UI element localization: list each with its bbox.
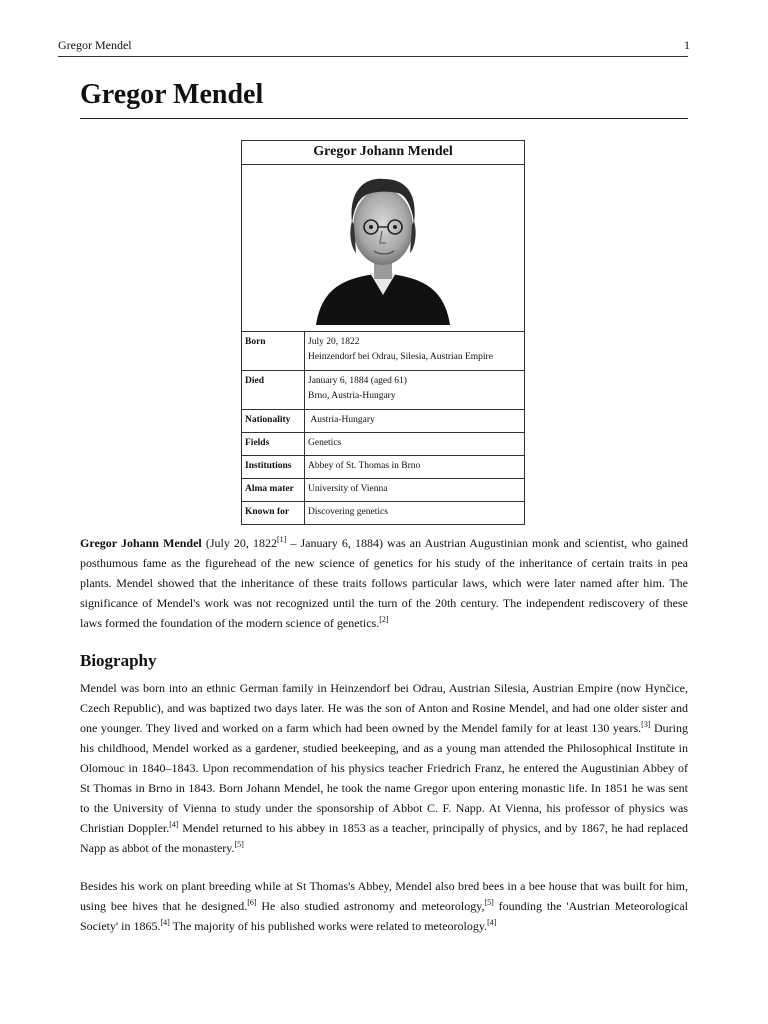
ref-link[interactable]: [4]: [487, 918, 497, 927]
infobox-value-institutions: Abbey of St. Thomas in Brno: [305, 456, 525, 479]
infobox-value-known-for: Discovering genetics: [305, 502, 525, 525]
ref-link[interactable]: [5]: [234, 840, 244, 849]
infobox: [241, 140, 525, 525]
header-divider: [58, 56, 688, 57]
portrait-photo: [242, 165, 525, 332]
bio1-text-b: During his childhood, Mendel worked as a gardener, studied beekeeping, and as a young man attended the Philosophical Institute in Olomouc in 1840–1843. Upon recommendation of his physics teacher Friedrich Franz, he entered the Augustinian Abbey of St Thomas in Brno in 1843. Born Johann Mendel, he took the name Gregor upon entering monastic life. In 1851 he was sent to the University of Vienna to study under the sponsorship of Abbot C. F. Napp. At Vienna, his professor of physics was Christian Doppler.: [80, 721, 688, 835]
ref-link[interactable]: [4]: [160, 918, 170, 927]
bio2-text-b: He also studied astronomy and meteorology,: [256, 899, 485, 913]
page-number: 1: [684, 38, 690, 52]
ref-link[interactable]: [2]: [379, 615, 389, 624]
infobox-label-nationality: Nationality: [242, 410, 305, 433]
portrait-image: [308, 165, 458, 325]
infobox-label-fields: Fields: [242, 433, 305, 456]
infobox-label-alma-mater: Alma mater: [242, 479, 305, 502]
born-place: Heinzendorf bei Odrau, Silesia, Austrian Empire: [308, 352, 493, 362]
biography-paragraph-2: [80, 876, 688, 936]
lead-text-2: – January 6, 1884) was an Austrian Augustinian monk and scientist, who gained posthumous fame as the figurehead of the new science of genetics for his study of the inheritance of certain traits in pea plants. Mendel showed that the inheritance of these traits follows particular laws, which were later named after him. The significance of Mendel's work was not recognized until the turn of the 20th century. The independent rediscovery of these laws formed the foundation of the modern science of genetics.: [80, 536, 689, 630]
bio2-text-a: Besides his work on plant breeding while at St Thomas's Abbey, Mendel also bred bees in a bee house that was built for him, using bee hives that he designed.: [80, 879, 688, 913]
infobox-label-died: Died: [242, 371, 305, 410]
died-place: Brno, Austria-Hungary: [308, 391, 396, 401]
bio1-text-a: Mendel was born into an ethnic German family in Heinzendorf bei Odrau, Austrian Silesia, Austrian Empire (now Hynčice, Czech Republic), and was baptized two days later. He was the son of Anton and Rosine Mendel, and had one older sister and one younger. They lived and worked on a farm which had been owned by the Mendel family for at least 130 years.: [80, 681, 688, 735]
infobox-value-nationality: [305, 410, 525, 433]
nationality-text: Austria-Hungary: [310, 415, 375, 425]
lead-paragraph: [80, 533, 688, 633]
ref-link[interactable]: [4]: [169, 820, 179, 829]
infobox-value-died: [305, 371, 525, 410]
biography-paragraph-1: [80, 678, 688, 858]
bio2-text-c: founding the 'Austrian Meteorological Society' in 1865.: [80, 899, 688, 933]
born-date: July 20, 1822: [308, 337, 360, 347]
article-title: Gregor Mendel: [80, 79, 264, 110]
infobox-label-institutions: Institutions: [242, 456, 305, 479]
infobox-value-fields: Genetics: [305, 433, 525, 456]
section-heading-biography: Biography: [80, 651, 157, 670]
infobox-label-known-for: Known for: [242, 502, 305, 525]
bio1-text-c: Mendel returned to his abbey in 1853 as a teacher, principally of physics, and by 1867, he had replaced Napp as abbot of the monastery.: [80, 821, 688, 855]
ref-link[interactable]: [6]: [247, 898, 257, 907]
infobox-value-born: [305, 332, 525, 371]
running-title: Gregor Mendel: [58, 38, 132, 52]
died-date: January 6, 1884 (aged 61): [308, 376, 407, 386]
title-divider: [80, 118, 688, 119]
infobox-value-alma-mater: University of Vienna: [305, 479, 525, 502]
lead-text-1: (July 20, 1822: [201, 536, 277, 550]
ref-link[interactable]: [5]: [484, 898, 494, 907]
infobox-caption: Gregor Johann Mendel: [242, 141, 525, 165]
ref-link[interactable]: [1]: [276, 535, 287, 544]
ref-link[interactable]: [3]: [641, 720, 651, 729]
bio2-text-d: The majority of his published works were related to meteorology.: [169, 919, 488, 933]
lead-bold-name: Gregor Johann Mendel: [80, 536, 202, 550]
infobox-label-born: Born: [242, 332, 305, 371]
